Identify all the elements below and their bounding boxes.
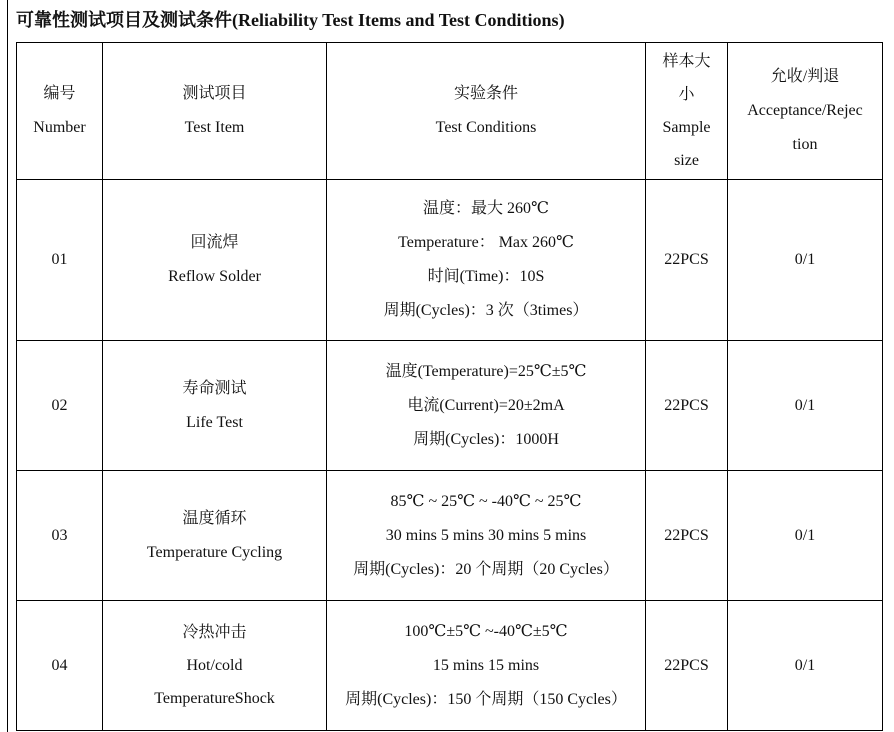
row-sample-size: 22PCS xyxy=(646,471,728,601)
header-test-item: 测试项目 Test Item xyxy=(103,43,327,180)
header-test-conditions: 实验条件 Test Conditions xyxy=(327,43,646,180)
table-row xyxy=(17,471,883,601)
table-row xyxy=(17,341,883,471)
header-acceptance-rejection: 允收/判退 Acceptance/Rejec tion xyxy=(728,43,883,180)
row-number: 04 xyxy=(17,601,103,731)
row-test-item: 温度循环 Temperature Cycling xyxy=(103,471,327,601)
header-sample-size: 样本大 小 Sample size xyxy=(646,43,728,180)
row-test-conditions: 85℃ ~ 25℃ ~ -40℃ ~ 25℃ 30 mins 5 mins 30 mins 5 mins 周期(Cycles)：20 个周期（20 Cycles） xyxy=(327,471,646,601)
row-acceptance: 0/1 xyxy=(728,341,883,471)
row-number: 02 xyxy=(17,341,103,471)
table-row xyxy=(17,180,883,341)
row-sample-size: 22PCS xyxy=(646,180,728,341)
page-left-border xyxy=(7,0,8,732)
row-test-conditions: 温度(Temperature)=25℃±5℃ 电流(Current)=20±2mA 周期(Cycles)：1000H xyxy=(327,341,646,471)
document-title: 可靠性测试项目及测试条件(Reliability Test Items and Test Conditions) xyxy=(16,10,565,30)
row-test-item: 冷热冲击 Hot/cold TemperatureShock xyxy=(103,601,327,731)
row-test-item: 回流焊 Reflow Solder xyxy=(103,180,327,341)
table-row xyxy=(17,601,883,731)
row-sample-size: 22PCS xyxy=(646,601,728,731)
row-test-item: 寿命测试 Life Test xyxy=(103,341,327,471)
row-acceptance: 0/1 xyxy=(728,601,883,731)
row-number: 01 xyxy=(17,180,103,341)
row-test-conditions: 温度：最大 260℃ Temperature： Max 260℃ 时间(Time)：10S 周期(Cycles)：3 次（3times） xyxy=(327,180,646,341)
row-test-conditions: 100℃±5℃ ~-40℃±5℃ 15 mins 15 mins 周期(Cycles)：150 个周期（150 Cycles） xyxy=(327,601,646,731)
row-acceptance: 0/1 xyxy=(728,471,883,601)
row-acceptance: 0/1 xyxy=(728,180,883,341)
header-row xyxy=(17,43,883,180)
header-number: 编号 Number xyxy=(17,43,103,180)
row-sample-size: 22PCS xyxy=(646,341,728,471)
row-number: 03 xyxy=(17,471,103,601)
reliability-test-table xyxy=(16,42,883,731)
